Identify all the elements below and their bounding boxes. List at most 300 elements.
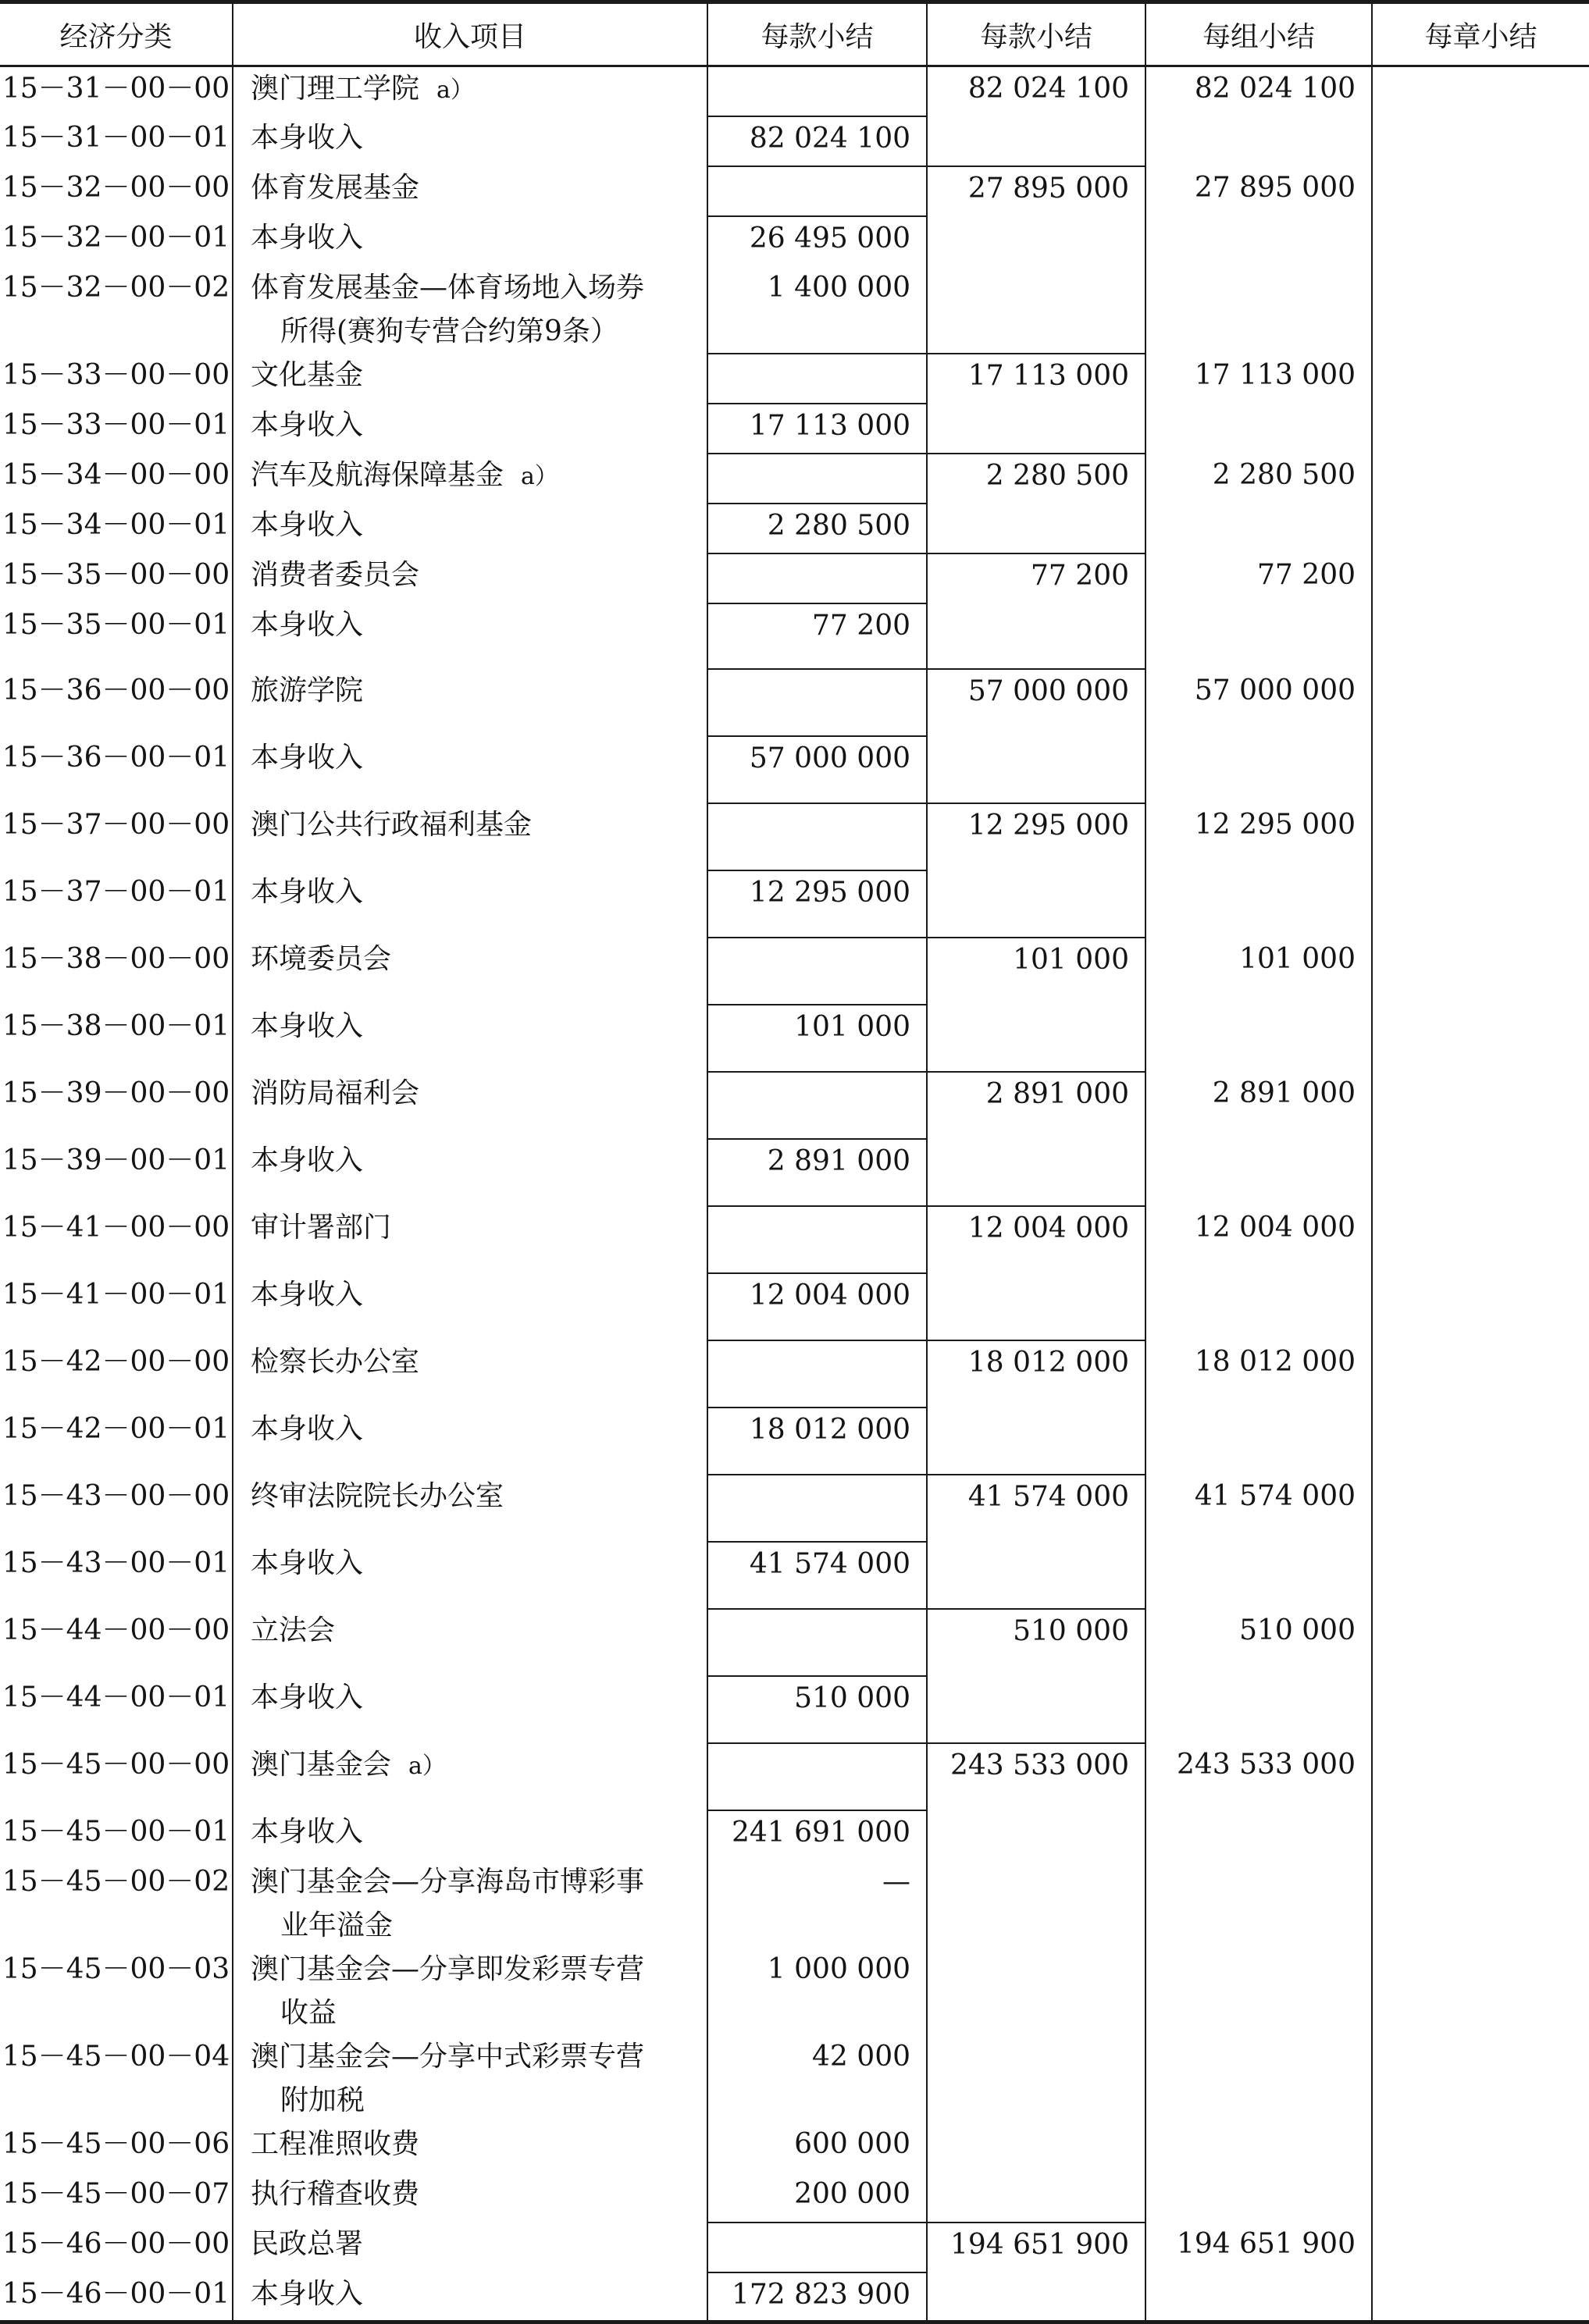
revenue-item-cell (233, 2035, 707, 2123)
section-subtotal-total-cell: 12 295 000 (927, 803, 1145, 870)
revenue-item-cell (233, 1273, 707, 1340)
revenue-item-label-continued: 业年溢金 (280, 1909, 394, 1941)
section-subtotal-cell: 18 012 000 (707, 1408, 927, 1475)
economic-code-cell: 15－31－00－01 (2, 121, 230, 154)
section-subtotal-total-cell (927, 1542, 1145, 1609)
chapter-subtotal-cell (1372, 1743, 1589, 1810)
group-subtotal-cell: 27 895 000 (1145, 166, 1372, 216)
section-subtotal-cell (707, 1206, 927, 1273)
section-subtotal-cell: 41 574 000 (707, 1542, 927, 1609)
economic-code-cell: 15－41－00－01 (2, 1278, 230, 1311)
table-row (0, 2035, 1589, 2123)
revenue-item-cell (233, 1408, 707, 1475)
group-subtotal-cell: 12 004 000 (1145, 1206, 1372, 1273)
section-subtotal-cell: 77 200 (707, 603, 927, 669)
revenue-item-label: 终审法院院长办公室 (251, 1479, 504, 1512)
group-subtotal-cell: 77 200 (1145, 553, 1372, 603)
section-subtotal-total-cell: 27 895 000 (927, 166, 1145, 216)
revenue-item-label: 执行稽查收费 (251, 2177, 420, 2210)
group-subtotal-cell: 18 012 000 (1145, 1340, 1372, 1408)
section-subtotal-cell: 57 000 000 (707, 736, 927, 803)
section-subtotal-total-cell: 243 533 000 (927, 1743, 1145, 1810)
economic-code-cell: 15－46－00－01 (2, 2277, 230, 2310)
table-row (0, 216, 1589, 266)
revenue-item-label-continued: 所得(赛狗专营合约第9条） (280, 315, 618, 347)
section-subtotal-cell (707, 2223, 927, 2272)
chapter-subtotal-cell (1372, 66, 1589, 116)
section-subtotal-cell: 510 000 (707, 1676, 927, 1743)
chapter-subtotal-cell (1372, 2173, 1589, 2223)
footnote-marker: a） (408, 1752, 446, 1780)
revenue-item-cell (233, 454, 707, 504)
revenue-item-label: 本身收入 (251, 875, 364, 908)
group-subtotal-cell: 2 891 000 (1145, 1072, 1372, 1139)
revenue-item-label: 消防局福利会 (251, 1077, 420, 1109)
economic-code-cell: 15－45－00－04 (2, 2040, 230, 2073)
economic-code-cell: 15－39－00－00 (2, 1077, 230, 1109)
revenue-item-label: 本身收入 (251, 1815, 364, 1848)
revenue-item-label: 本身收入 (251, 741, 364, 774)
group-subtotal-cell: 243 533 000 (1145, 1743, 1372, 1810)
table-row (0, 1609, 1589, 1676)
revenue-item-cell (233, 504, 707, 553)
economic-code-cell: 15－41－00－00 (2, 1211, 230, 1244)
revenue-item-cell (233, 553, 707, 603)
revenue-item-label: 澳门基金会—分享中式彩票专营 (251, 2040, 645, 2073)
group-subtotal-cell (1145, 1676, 1372, 1743)
group-subtotal-cell: 12 295 000 (1145, 803, 1372, 870)
economic-code-cell: 15－33－00－01 (2, 408, 230, 441)
column-header: 每章小结 (1372, 2, 1589, 66)
economic-code-cell: 15－46－00－00 (2, 2227, 230, 2260)
economic-code-cell: 15－45－00－02 (2, 1865, 230, 1898)
chapter-subtotal-cell (1372, 1676, 1589, 1743)
group-subtotal-cell: 41 574 000 (1145, 1475, 1372, 1542)
economic-code-cell: 15－44－00－00 (2, 1614, 230, 1646)
economic-code-cell: 15－45－00－03 (2, 1952, 230, 1985)
section-subtotal-total-cell (927, 2035, 1145, 2123)
revenue-item-label-continued: 收益 (280, 1996, 337, 2029)
revenue-item-cell (233, 870, 707, 938)
revenue-item-cell (233, 1860, 707, 1948)
section-subtotal-cell: 600 000 (707, 2123, 927, 2173)
footnote-marker: a） (521, 462, 558, 490)
table-row (0, 404, 1589, 454)
revenue-item-label: 文化基金 (251, 358, 364, 391)
table-row (0, 669, 1589, 736)
table-row (0, 1340, 1589, 1408)
section-subtotal-cell (707, 1475, 927, 1542)
revenue-item-cell (233, 938, 707, 1005)
chapter-subtotal-cell (1372, 553, 1589, 603)
revenue-item-cell (233, 2123, 707, 2173)
economic-code-cell: 15－32－00－01 (2, 221, 230, 254)
group-subtotal-cell (1145, 1860, 1372, 1948)
table-row (0, 553, 1589, 603)
footnote-marker: a） (436, 77, 474, 104)
revenue-item-label: 本身收入 (251, 1144, 364, 1176)
chapter-subtotal-cell (1372, 116, 1589, 166)
section-subtotal-cell (707, 1609, 927, 1676)
table-row (0, 803, 1589, 870)
chapter-subtotal-cell (1372, 1810, 1589, 1860)
economic-code-cell: 15－38－00－01 (2, 1009, 230, 1042)
section-subtotal-cell (707, 166, 927, 216)
table-row (0, 116, 1589, 166)
economic-code-cell: 15－36－00－00 (2, 674, 230, 706)
section-subtotal-total-cell: 2 891 000 (927, 1072, 1145, 1139)
column-header: 每组小结 (1145, 2, 1372, 66)
group-subtotal-cell: 101 000 (1145, 938, 1372, 1005)
section-subtotal-cell (707, 1340, 927, 1408)
section-subtotal-cell: 82 024 100 (707, 116, 927, 166)
revenue-item-cell (233, 1475, 707, 1542)
section-subtotal-cell (707, 669, 927, 736)
economic-code-cell: 15－45－00－07 (2, 2177, 230, 2210)
section-subtotal-total-cell (927, 1860, 1145, 1948)
group-subtotal-cell: 2 280 500 (1145, 454, 1372, 504)
table-row (0, 2173, 1589, 2223)
economic-code-cell: 15－38－00－00 (2, 942, 230, 975)
revenue-item-cell (233, 1676, 707, 1743)
revenue-item-label: 本身收入 (251, 1681, 364, 1714)
revenue-item-cell (233, 2223, 707, 2272)
economic-code-cell: 15－32－00－02 (2, 271, 230, 304)
section-subtotal-cell (707, 66, 927, 116)
economic-code-cell: 15－32－00－00 (2, 171, 230, 204)
table-row (0, 1676, 1589, 1743)
chapter-subtotal-cell (1372, 1340, 1589, 1408)
table-row (0, 2223, 1589, 2272)
revenue-item-label: 澳门公共行政福利基金 (251, 808, 533, 841)
section-subtotal-cell: 1 000 000 (707, 1948, 927, 2035)
table-row (0, 1408, 1589, 1475)
revenue-item-label: 体育发展基金 (251, 171, 420, 204)
table-row (0, 266, 1589, 354)
section-subtotal-cell: 12 295 000 (707, 870, 927, 938)
chapter-subtotal-cell (1372, 2035, 1589, 2123)
revenue-item-cell (233, 2173, 707, 2223)
table-row (0, 1273, 1589, 1340)
table-row (0, 938, 1589, 1005)
chapter-subtotal-cell (1372, 266, 1589, 354)
chapter-subtotal-cell (1372, 1475, 1589, 1542)
revenue-item-label: 本身收入 (251, 221, 364, 254)
revenue-item-label: 立法会 (251, 1614, 336, 1646)
group-subtotal-cell: 17 113 000 (1145, 354, 1372, 404)
table-row (0, 1542, 1589, 1609)
table-row (0, 66, 1589, 116)
revenue-item-label: 本身收入 (251, 508, 364, 541)
section-subtotal-total-cell: 77 200 (927, 553, 1145, 603)
section-subtotal-total-cell (927, 2123, 1145, 2173)
chapter-subtotal-cell (1372, 1139, 1589, 1206)
section-subtotal-cell: 17 113 000 (707, 404, 927, 454)
section-subtotal-total-cell (927, 504, 1145, 553)
section-subtotal-cell: 241 691 000 (707, 1810, 927, 1860)
economic-code-cell: 15－34－00－01 (2, 508, 230, 541)
revenue-item-cell (233, 1340, 707, 1408)
economic-code-cell: 15－45－00－00 (2, 1748, 230, 1781)
economic-code-cell: 15－35－00－00 (2, 558, 230, 591)
revenue-item-cell (233, 669, 707, 736)
revenue-item-label: 消费者委员会 (251, 558, 420, 591)
column-header: 每款小结 (707, 2, 927, 66)
section-subtotal-total-cell (927, 736, 1145, 803)
section-subtotal-cell: 26 495 000 (707, 216, 927, 266)
group-subtotal-cell: 57 000 000 (1145, 669, 1372, 736)
revenue-item-label: 澳门基金会—分享即发彩票专营 (251, 1952, 645, 1985)
section-subtotal-total-cell (927, 216, 1145, 266)
revenue-item-cell (233, 603, 707, 669)
section-subtotal-cell (707, 938, 927, 1005)
revenue-item-label: 工程准照收费 (251, 2127, 420, 2160)
revenue-item-cell (233, 2272, 707, 2322)
group-subtotal-cell (1145, 116, 1372, 166)
chapter-subtotal-cell (1372, 504, 1589, 553)
section-subtotal-total-cell: 17 113 000 (927, 354, 1145, 404)
section-subtotal-cell (707, 354, 927, 404)
revenue-item-label: 本身收入 (251, 121, 364, 154)
economic-code-cell: 15－39－00－01 (2, 1144, 230, 1176)
section-subtotal-cell (707, 454, 927, 504)
chapter-subtotal-cell (1372, 2223, 1589, 2272)
chapter-subtotal-cell (1372, 454, 1589, 504)
section-subtotal-total-cell (927, 2173, 1145, 2223)
table-row (0, 1206, 1589, 1273)
section-subtotal-total-cell (927, 1408, 1145, 1475)
revenue-item-cell (233, 1810, 707, 1860)
economic-code-cell: 15－42－00－01 (2, 1412, 230, 1445)
group-subtotal-cell: 82 024 100 (1145, 66, 1372, 116)
revenue-item-cell (233, 1743, 707, 1810)
chapter-subtotal-cell (1372, 603, 1589, 669)
section-subtotal-total-cell: 12 004 000 (927, 1206, 1145, 1273)
section-subtotal-cell: 2 891 000 (707, 1139, 927, 1206)
table-body (0, 66, 1589, 2322)
chapter-subtotal-cell (1372, 1408, 1589, 1475)
revenue-item-cell (233, 1206, 707, 1273)
section-subtotal-cell: — (707, 1860, 927, 1948)
chapter-subtotal-cell (1372, 1005, 1589, 1072)
section-subtotal-cell (707, 1743, 927, 1810)
economic-code-cell: 15－35－00－01 (2, 608, 230, 641)
group-subtotal-cell (1145, 1005, 1372, 1072)
column-header: 经济分类 (0, 2, 233, 66)
revenue-item-cell (233, 1072, 707, 1139)
revenue-item-label: 本身收入 (251, 608, 364, 641)
economic-code-cell: 15－45－00－01 (2, 1815, 230, 1848)
column-header: 收入项目 (233, 2, 707, 66)
section-subtotal-cell: 200 000 (707, 2173, 927, 2223)
chapter-subtotal-cell (1372, 938, 1589, 1005)
table-row (0, 736, 1589, 803)
section-subtotal-total-cell (927, 1948, 1145, 2035)
group-subtotal-cell (1145, 2035, 1372, 2123)
chapter-subtotal-cell (1372, 404, 1589, 454)
group-subtotal-cell (1145, 1408, 1372, 1475)
table-row (0, 603, 1589, 669)
section-subtotal-total-cell (927, 266, 1145, 354)
chapter-subtotal-cell (1372, 2123, 1589, 2173)
economic-code-cell: 15－34－00－00 (2, 458, 230, 491)
chapter-subtotal-cell (1372, 1206, 1589, 1273)
revenue-item-label: 本身收入 (251, 2277, 364, 2310)
group-subtotal-cell (1145, 1139, 1372, 1206)
revenue-item-label: 审计署部门 (251, 1211, 392, 1244)
table-row (0, 2123, 1589, 2173)
revenue-item-label: 汽车及航海保障基金 (251, 458, 504, 491)
group-subtotal-cell (1145, 1273, 1372, 1340)
group-subtotal-cell: 194 651 900 (1145, 2223, 1372, 2272)
revenue-item-cell (233, 66, 707, 116)
revenue-item-label-continued: 附加税 (280, 2084, 365, 2116)
table-row (0, 166, 1589, 216)
section-subtotal-total-cell (927, 870, 1145, 938)
group-subtotal-cell (1145, 1542, 1372, 1609)
economic-code-cell: 15－43－00－01 (2, 1546, 230, 1579)
chapter-subtotal-cell (1372, 1948, 1589, 2035)
revenue-item-cell (233, 1005, 707, 1072)
economic-code-cell: 15－33－00－00 (2, 358, 230, 391)
section-subtotal-total-cell: 2 280 500 (927, 454, 1145, 504)
section-subtotal-total-cell (927, 1273, 1145, 1340)
revenue-item-cell (233, 116, 707, 166)
table-row (0, 454, 1589, 504)
revenue-item-cell (233, 803, 707, 870)
chapter-subtotal-cell (1372, 1860, 1589, 1948)
section-subtotal-cell: 172 823 900 (707, 2272, 927, 2322)
table-row (0, 1475, 1589, 1542)
chapter-subtotal-cell (1372, 1609, 1589, 1676)
column-header: 每款小结 (927, 2, 1145, 66)
group-subtotal-cell (1145, 266, 1372, 354)
table-row (0, 1005, 1589, 1072)
group-subtotal-cell (1145, 504, 1372, 553)
table-row (0, 1743, 1589, 1810)
revenue-item-label: 澳门基金会 (251, 1748, 392, 1781)
group-subtotal-cell (1145, 2272, 1372, 2322)
section-subtotal-cell (707, 803, 927, 870)
revenue-item-label: 本身收入 (251, 1546, 364, 1579)
group-subtotal-cell (1145, 736, 1372, 803)
section-subtotal-total-cell: 57 000 000 (927, 669, 1145, 736)
section-subtotal-total-cell: 194 651 900 (927, 2223, 1145, 2272)
section-subtotal-total-cell (927, 404, 1145, 454)
group-subtotal-cell (1145, 603, 1372, 669)
economic-code-cell: 15－31－00－00 (2, 73, 230, 105)
table-row (0, 1860, 1589, 1948)
table-header-row (0, 2, 1589, 66)
revenue-item-label: 澳门理工学院 (251, 73, 420, 105)
chapter-subtotal-cell (1372, 354, 1589, 404)
section-subtotal-total-cell (927, 1005, 1145, 1072)
chapter-subtotal-cell (1372, 1072, 1589, 1139)
section-subtotal-total-cell (927, 1810, 1145, 1860)
table-row (0, 1139, 1589, 1206)
group-subtotal-cell (1145, 1810, 1372, 1860)
revenue-item-cell (233, 1948, 707, 2035)
chapter-subtotal-cell (1372, 1273, 1589, 1340)
economic-code-cell: 15－44－00－01 (2, 1681, 230, 1714)
revenue-item-cell (233, 1139, 707, 1206)
section-subtotal-total-cell: 82 024 100 (927, 66, 1145, 116)
revenue-item-cell (233, 354, 707, 404)
table-row (0, 504, 1589, 553)
group-subtotal-cell (1145, 870, 1372, 938)
section-subtotal-total-cell: 41 574 000 (927, 1475, 1145, 1542)
revenue-item-cell (233, 1609, 707, 1676)
section-subtotal-cell: 12 004 000 (707, 1273, 927, 1340)
revenue-item-label: 民政总署 (251, 2227, 364, 2260)
revenue-item-cell (233, 1542, 707, 1609)
chapter-subtotal-cell (1372, 870, 1589, 938)
economic-code-cell: 15－43－00－00 (2, 1479, 230, 1512)
economic-code-cell: 15－45－00－06 (2, 2127, 230, 2160)
section-subtotal-total-cell (927, 1139, 1145, 1206)
section-subtotal-cell (707, 1072, 927, 1139)
section-subtotal-total-cell (927, 2272, 1145, 2322)
revenue-item-cell (233, 266, 707, 354)
revenue-item-cell (233, 216, 707, 266)
group-subtotal-cell: 510 000 (1145, 1609, 1372, 1676)
chapter-subtotal-cell (1372, 669, 1589, 736)
revenue-item-label: 旅游学院 (251, 674, 364, 706)
revenue-item-label: 环境委员会 (251, 942, 392, 975)
revenue-item-cell (233, 404, 707, 454)
group-subtotal-cell (1145, 404, 1372, 454)
economic-code-cell: 15－37－00－00 (2, 808, 230, 841)
revenue-item-label: 体育发展基金—体育场地入场券 (251, 271, 645, 304)
table-row (0, 870, 1589, 938)
chapter-subtotal-cell (1372, 1542, 1589, 1609)
table-row (0, 1810, 1589, 1860)
group-subtotal-cell (1145, 216, 1372, 266)
section-subtotal-total-cell (927, 1676, 1145, 1743)
revenue-item-label: 本身收入 (251, 408, 364, 441)
economic-code-cell: 15－37－00－01 (2, 875, 230, 908)
section-subtotal-total-cell (927, 603, 1145, 669)
revenue-item-label: 本身收入 (251, 1278, 364, 1311)
revenue-item-label: 本身收入 (251, 1412, 364, 1445)
section-subtotal-total-cell: 18 012 000 (927, 1340, 1145, 1408)
table-row (0, 2272, 1589, 2322)
revenue-item-label: 澳门基金会—分享海岛市博彩事 (251, 1865, 645, 1898)
section-subtotal-total-cell (927, 116, 1145, 166)
section-subtotal-total-cell: 101 000 (927, 938, 1145, 1005)
chapter-subtotal-cell (1372, 166, 1589, 216)
group-subtotal-cell (1145, 2123, 1372, 2173)
chapter-subtotal-cell (1372, 736, 1589, 803)
section-subtotal-cell: 1 400 000 (707, 266, 927, 354)
revenue-item-label: 本身收入 (251, 1009, 364, 1042)
revenue-item-cell (233, 736, 707, 803)
group-subtotal-cell (1145, 2173, 1372, 2223)
economic-code-cell: 15－36－00－01 (2, 741, 230, 774)
chapter-subtotal-cell (1372, 2272, 1589, 2322)
section-subtotal-cell: 101 000 (707, 1005, 927, 1072)
section-subtotal-cell (707, 553, 927, 603)
chapter-subtotal-cell (1372, 216, 1589, 266)
section-subtotal-cell: 2 280 500 (707, 504, 927, 553)
group-subtotal-cell (1145, 1948, 1372, 2035)
revenue-item-label: 检察长办公室 (251, 1345, 420, 1378)
section-subtotal-total-cell: 510 000 (927, 1609, 1145, 1676)
chapter-subtotal-cell (1372, 803, 1589, 870)
table-row (0, 1948, 1589, 2035)
table-row (0, 1072, 1589, 1139)
revenue-item-cell (233, 166, 707, 216)
